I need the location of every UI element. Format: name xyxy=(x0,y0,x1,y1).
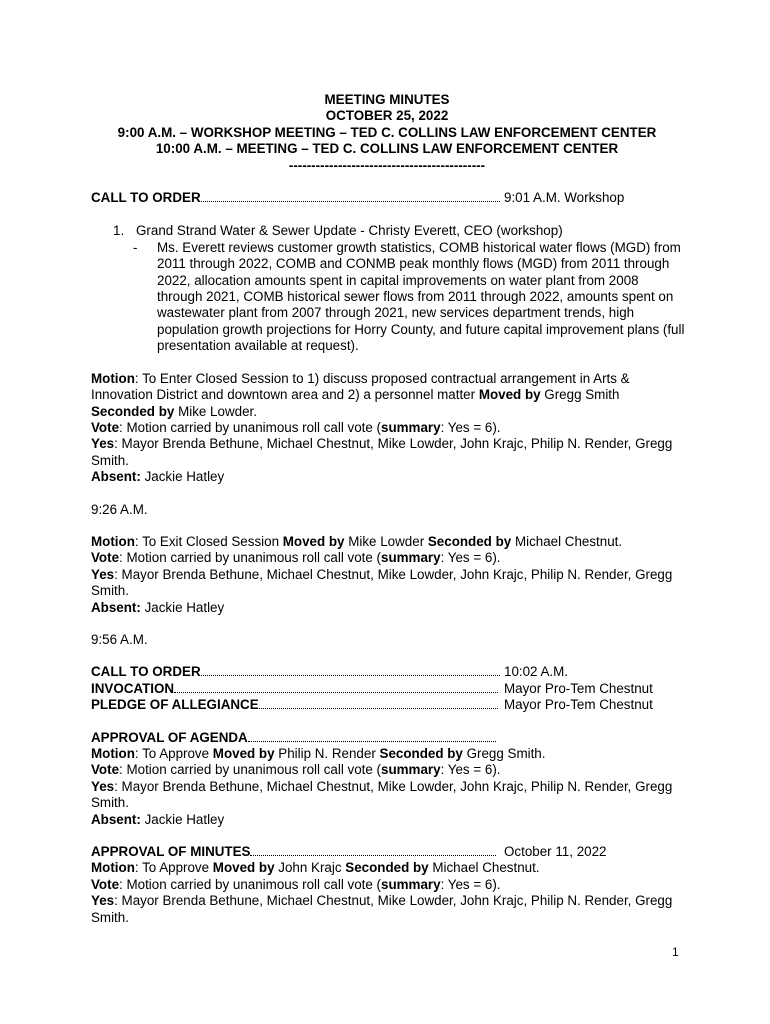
vote-label: Vote xyxy=(91,419,120,435)
motion-text: : To Approve xyxy=(134,746,213,761)
page-number: 1 xyxy=(672,945,679,959)
absent-names: Jackie Hatley xyxy=(140,469,225,485)
yes-label: Yes xyxy=(91,778,115,794)
vote-text: : Motion carried by unanimous roll call vote ( xyxy=(119,762,382,778)
motion-label: Motion xyxy=(91,370,135,386)
dot-leader xyxy=(248,730,496,742)
approval-of-minutes xyxy=(91,844,683,926)
detail-text: Ms. Everett reviews customer growth statistics, COMB historical water flows (MGD) from 2011 through 2022, COMB and CONMB peak monthly flows (MGD) from 2011 through 2022, allocation amounts spent in capital improvements on water plant from 2008 through 2021, COMB historical sewer flows from 2011 through 2022, amounts spent on wastewater plant from 2007 through 2021, new services department trends, high population growth projections for Horry County, and future capital improvement plans (full presentation available at request). xyxy=(157,239,685,354)
yes-label: Yes xyxy=(91,566,115,582)
yes-names: : Mayor Brenda Bethune, Michael Chestnut, Mike Lowder, John Krajc, Philip N. Render, Gregg Smith. xyxy=(91,566,673,599)
mover-name: Mike Lowder xyxy=(344,533,428,549)
seconder-name: Gregg Smith. xyxy=(462,746,546,761)
call-to-order-meeting xyxy=(91,664,683,680)
vote-text: : Motion carried by unanimous roll call vote ( xyxy=(119,419,382,435)
entry-value: Mayor Pro-Tem Chestnut xyxy=(504,697,653,713)
seconded-by-label: Seconded by xyxy=(379,746,463,761)
absent-line xyxy=(91,600,683,616)
absent-label: Absent: xyxy=(91,599,141,615)
minutes-heading xyxy=(91,844,683,860)
mover-name: Gregg Smith xyxy=(540,387,620,403)
vote-result: : Yes = 6). xyxy=(440,762,501,778)
motion-line xyxy=(91,534,683,550)
yes-names: : Mayor Brenda Bethune, Michael Chestnut, Mike Lowder, John Krajc, Philip N. Render, Gregg Smith. xyxy=(91,893,673,925)
header-title: MEETING MINUTES xyxy=(324,92,450,107)
header-date: OCTOBER 25, 2022 xyxy=(325,108,449,124)
seconder-name: Michael Chestnut. xyxy=(511,533,623,549)
approval-of-agenda xyxy=(91,730,683,828)
bullet-dash: - xyxy=(133,239,138,255)
entry-value: Mayor Pro-Tem Chestnut xyxy=(504,680,653,696)
yes-line xyxy=(91,893,683,926)
vote-result: : Yes = 6). xyxy=(440,876,501,892)
document-header xyxy=(91,92,683,174)
vote-line xyxy=(91,420,683,436)
vote-result: : Yes = 6). xyxy=(440,419,501,435)
header-workshop-line: 9:00 A.M. – WORKSHOP MEETING – TED C. COLLINS LAW ENFORCEMENT CENTER xyxy=(117,124,657,140)
vote-line xyxy=(91,550,683,566)
call-to-order-workshop xyxy=(91,190,683,206)
summary-label: summary xyxy=(381,419,441,435)
yes-names: : Mayor Brenda Bethune, Michael Chestnut, Mike Lowder, John Krajc, Philip N. Render, Gregg Smith. xyxy=(91,778,673,811)
item-number: 1. xyxy=(113,223,125,239)
absent-label: Absent: xyxy=(91,811,141,827)
summary-label: summary xyxy=(381,876,441,892)
moved-by-label: Moved by xyxy=(212,860,275,876)
vote-label: Vote xyxy=(91,876,120,892)
dot-leader xyxy=(201,664,500,676)
agenda-heading xyxy=(91,730,683,746)
absent-line xyxy=(91,469,683,485)
motion-label: Motion xyxy=(91,860,135,876)
item-1-detail xyxy=(91,240,687,355)
entry-label: INVOCATION xyxy=(91,680,175,696)
mover-name: John Krajc xyxy=(274,860,346,876)
motion-line xyxy=(91,371,683,420)
dot-leader xyxy=(201,190,500,202)
timestamp-9-56: 9:56 A.M. xyxy=(91,631,148,647)
motion-exit-closed-session xyxy=(91,534,683,616)
seconded-by-label: Seconded by xyxy=(345,860,429,876)
motion-line xyxy=(91,860,683,876)
header-separator: -------------------------------------------- xyxy=(288,157,486,173)
dot-leader xyxy=(250,844,496,856)
dot-leader xyxy=(174,681,498,693)
entry-label: APPROVAL OF AGENDA xyxy=(91,729,248,745)
absent-label: Absent: xyxy=(91,469,141,485)
entry-label: PLEDGE OF ALLEGIANCE xyxy=(91,697,259,713)
absent-names: Jackie Hatley xyxy=(140,811,225,827)
vote-text: : Motion carried by unanimous roll call vote ( xyxy=(119,876,382,892)
dot-leader xyxy=(259,697,498,709)
vote-result: : Yes = 6). xyxy=(440,550,501,566)
yes-names: : Mayor Brenda Bethune, Michael Chestnut, Mike Lowder, John Krajc, Philip N. Render, Gregg Smith. xyxy=(91,436,673,468)
moved-by-label: Moved by xyxy=(282,533,345,549)
motion-line xyxy=(91,746,683,762)
entry-label: CALL TO ORDER xyxy=(91,664,201,680)
agenda-item-1 xyxy=(91,223,683,239)
entry-value: 10:02 A.M. xyxy=(504,664,569,680)
entry-label: APPROVAL OF MINUTES xyxy=(91,844,251,860)
yes-line xyxy=(91,779,683,812)
minutes-page xyxy=(91,92,683,926)
entry-label: CALL TO ORDER xyxy=(91,190,201,206)
vote-text: : Motion carried by unanimous roll call vote ( xyxy=(119,550,382,566)
seconded-by-label: Seconded by xyxy=(91,403,175,419)
seconded-by-label: Seconded by xyxy=(427,533,512,549)
moved-by-label: Moved by xyxy=(212,746,275,761)
motion-label: Motion xyxy=(91,533,135,549)
yes-label: Yes xyxy=(91,436,115,452)
moved-by-label: Moved by xyxy=(478,387,541,403)
absent-line xyxy=(91,812,683,828)
item-title: Grand Strand Water & Sewer Update - Christy Everett, CEO (workshop) xyxy=(136,223,563,239)
seconder-name: Michael Chestnut. xyxy=(428,860,540,876)
mover-name: Philip N. Render xyxy=(274,746,380,761)
yes-label: Yes xyxy=(91,893,115,909)
pledge-of-allegiance xyxy=(91,697,683,713)
entry-value: October 11, 2022 xyxy=(504,844,607,860)
vote-label: Vote xyxy=(91,550,120,566)
motion-text: : To Enter Closed Session to 1) discuss proposed contractual arrangement in Arts & Innovation District and downtown area and 2) a personnel matter xyxy=(91,370,630,403)
header-meeting-line: 10:00 A.M. – MEETING – TED C. COLLINS LAW ENFORCEMENT CENTER xyxy=(155,141,619,157)
absent-names: Jackie Hatley xyxy=(140,599,225,615)
vote-line xyxy=(91,877,683,893)
timestamp-9-26: 9:26 A.M. xyxy=(91,501,148,517)
vote-line xyxy=(91,762,683,778)
vote-label: Vote xyxy=(91,762,120,778)
motion-enter-closed-session xyxy=(91,371,683,486)
invocation xyxy=(91,681,683,697)
summary-label: summary xyxy=(381,550,441,566)
motion-text: : To Approve xyxy=(134,860,213,876)
yes-line xyxy=(91,436,683,469)
summary-label: summary xyxy=(381,762,441,778)
motion-label: Motion xyxy=(91,746,135,761)
motion-text: : To Exit Closed Session xyxy=(134,533,283,549)
entry-value: 9:01 A.M. Workshop xyxy=(504,190,625,206)
yes-line xyxy=(91,567,683,600)
seconder-name: Mike Lowder. xyxy=(174,403,257,419)
